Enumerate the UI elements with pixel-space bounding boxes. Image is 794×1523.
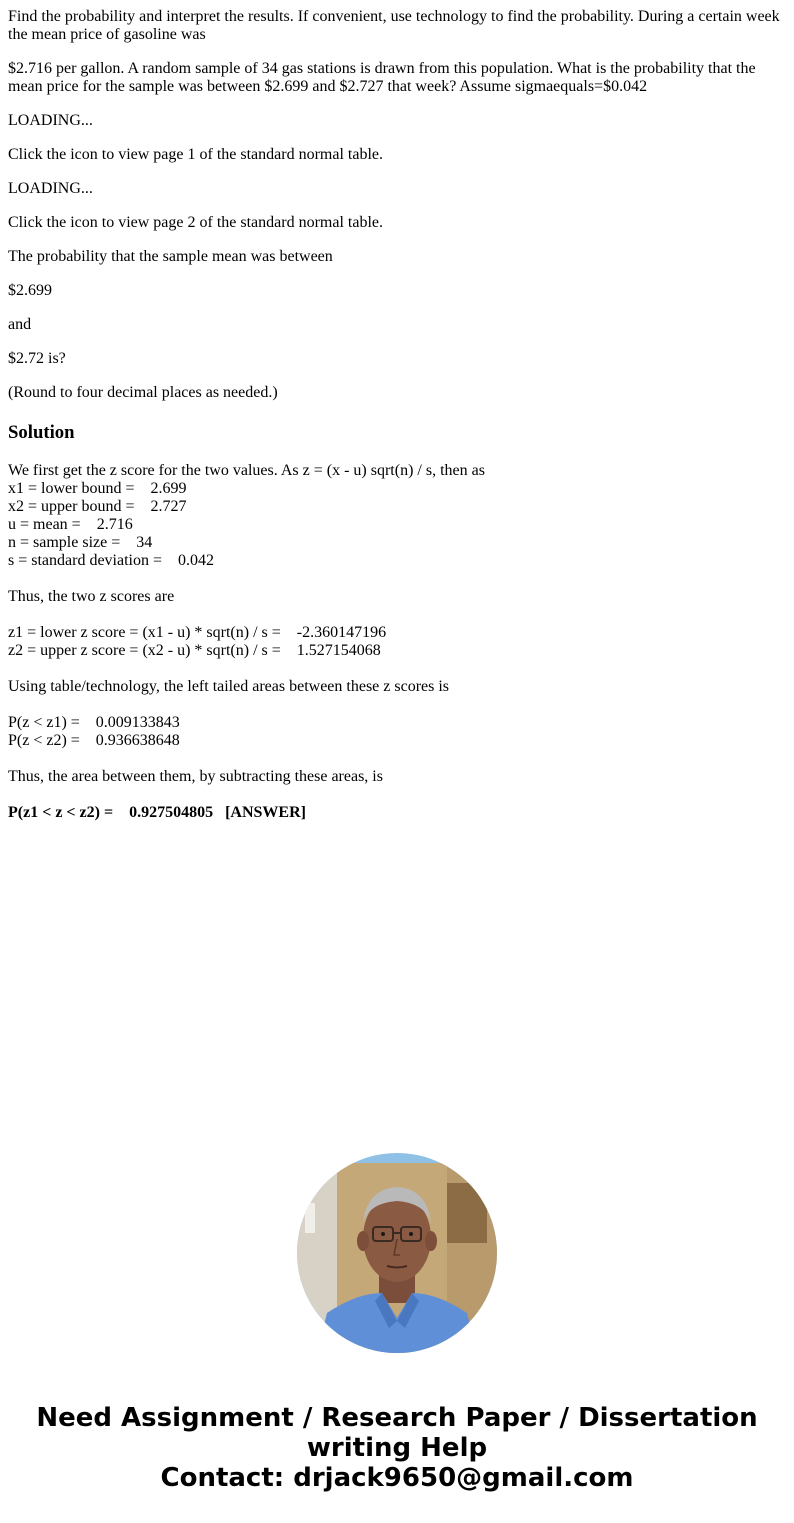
lower-value: $2.699 (8, 282, 52, 299)
upper-bound-line: x2 = upper bound = 2.727 (8, 498, 187, 515)
z2-line: z2 = upper z score = (x2 - u) * sqrt(n) / s = 1.527154068 (8, 642, 381, 659)
rounding-note: (Round to four decimal places as needed.) (8, 384, 278, 401)
areas-intro: Using table/technology, the left tailed areas between these z scores is (8, 678, 450, 695)
upper-value: $2.72 is? (8, 350, 66, 367)
loading-text-2: LOADING... (8, 180, 93, 197)
footer-contact: Contact: drjack9650@gmail.com (160, 1463, 634, 1493)
solution-body (8, 462, 786, 822)
z1-line: z1 = lower z score = (x1 - u) * sqrt(n) / s = -2.360147196 (8, 624, 387, 641)
prompt-text: The probability that the sample mean was between (8, 248, 333, 265)
between-intro: Thus, the area between them, by subtracting these areas, is (8, 768, 383, 785)
footer-banner (0, 1403, 794, 1493)
std-dev-line: s = standard deviation = 0.042 (8, 552, 215, 569)
mean-line: u = mean = 2.716 (8, 516, 133, 533)
author-portrait-image (297, 1153, 497, 1353)
z-scores-intro: Thus, the two z scores are (8, 588, 175, 605)
footer-line-2: writing Help (306, 1433, 488, 1463)
answer-line: P(z1 < z < z2) = 0.927504805 [ANSWER] (8, 804, 306, 821)
question-intro: Find the probability and interpret the results. If convenient, use technology to find the probability. During a certain week the mean price of gasoline was (8, 8, 780, 43)
lower-bound-line: x1 = lower bound = 2.699 (8, 480, 187, 497)
author-photo (297, 1153, 497, 1353)
question-text: $2.716 per gallon. A random sample of 34 gas stations is drawn from this population. What is the probability that the mean price for the sample was between $2.699 and $2.727 that week? Assume sigmaequals=$0.042 (8, 60, 756, 95)
loading-text-1: LOADING... (8, 112, 93, 129)
pz2-line: P(z < z2) = 0.936638648 (8, 732, 180, 749)
and-text: and (8, 316, 32, 333)
solution-intro: We first get the z score for the two values. As z = (x - u) sqrt(n) / s, then as (8, 462, 485, 479)
solution-heading: Solution (8, 422, 75, 443)
table-page-2-link[interactable]: Click the icon to view page 2 of the standard normal table. (8, 214, 383, 231)
sample-size-line: n = sample size = 34 (8, 534, 153, 551)
table-page-1-link[interactable]: Click the icon to view page 1 of the standard normal table. (8, 146, 383, 163)
pz1-line: P(z < z1) = 0.009133843 (8, 714, 180, 731)
footer-line-1: Need Assignment / Research Paper / Dissertation (36, 1403, 758, 1433)
